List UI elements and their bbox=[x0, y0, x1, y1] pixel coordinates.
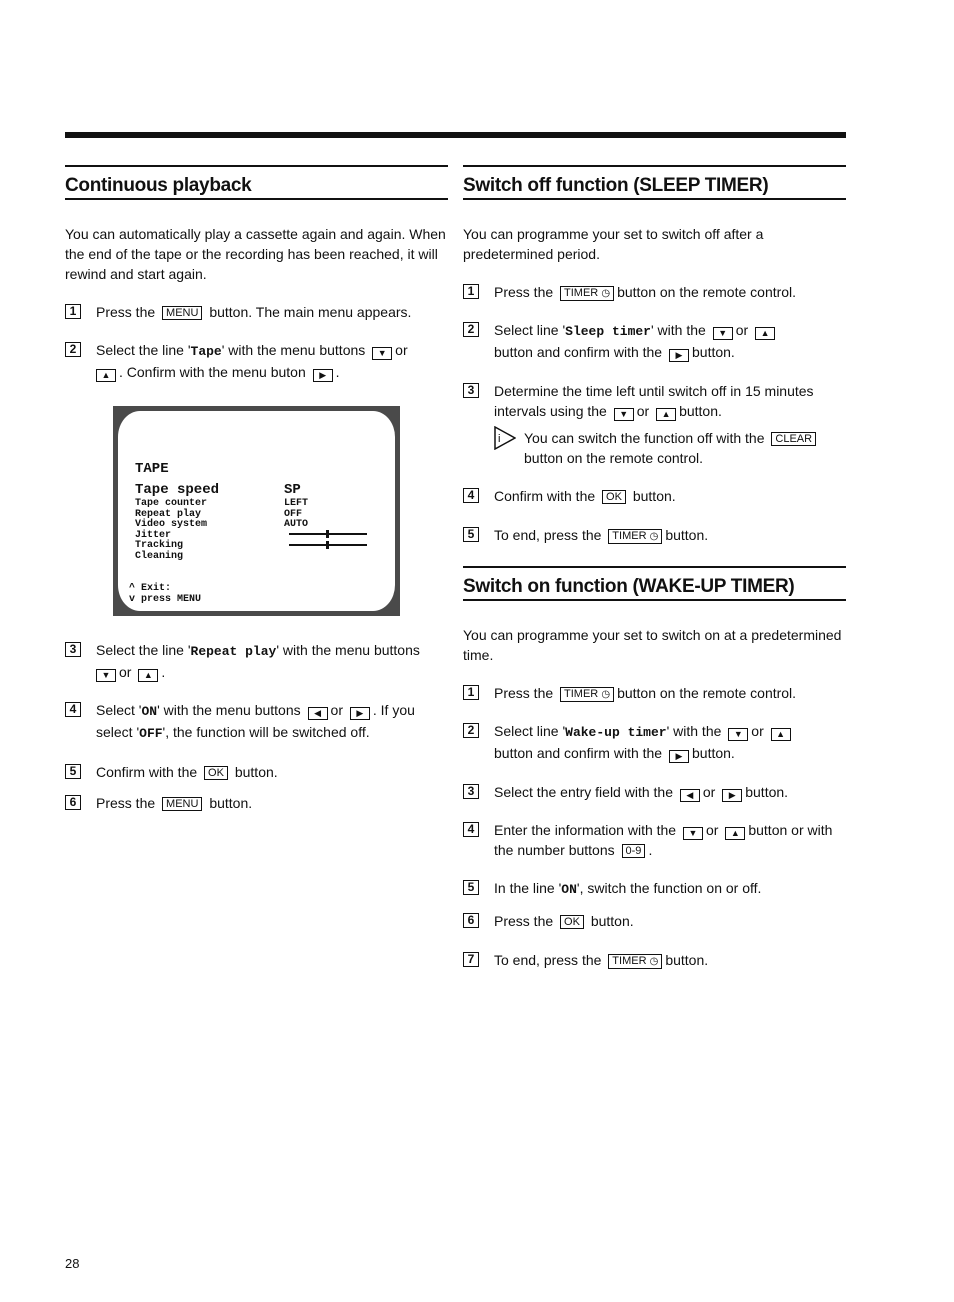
tv-item: Video system bbox=[135, 519, 208, 530]
page-number: 28 bbox=[65, 1256, 80, 1271]
step-number: 5 bbox=[463, 880, 479, 895]
tv-title: TAPE bbox=[135, 461, 169, 477]
sleep-note: i You can switch the function off with the CLEAR button on the remote control. bbox=[463, 428, 846, 468]
sleep-step-4: 4 Confirm with the OK button. bbox=[463, 486, 846, 506]
clock-icon: ◷ bbox=[601, 288, 611, 299]
menu-key: MENU bbox=[162, 797, 202, 811]
section-intro: You can programme your set to switch on at a predetermined time. bbox=[463, 627, 842, 663]
right-arrow-icon: ▶ bbox=[669, 750, 689, 763]
down-arrow-icon: ▼ bbox=[372, 347, 392, 360]
up-arrow-icon: ▲ bbox=[138, 669, 158, 682]
step-number: 2 bbox=[65, 342, 81, 357]
sleep-step-5: 5 To end, press the TIMER ◷ button. bbox=[463, 525, 846, 545]
code-text: ON bbox=[141, 704, 158, 719]
step-number: 5 bbox=[463, 527, 479, 542]
step-number: 3 bbox=[463, 784, 479, 799]
ok-key: OK bbox=[602, 490, 626, 504]
clock-icon: ◷ bbox=[649, 956, 659, 967]
wake-step-7: 7 To end, press the TIMER ◷ button. bbox=[463, 950, 846, 970]
wake-step-4: 4 Enter the information with the ▼ or ▲ button or with the number buttons 0-9 . bbox=[463, 820, 846, 860]
right-arrow-icon: ▶ bbox=[669, 349, 689, 362]
ok-key: OK bbox=[560, 915, 584, 929]
step-number: 7 bbox=[463, 952, 479, 967]
tv-value: OFF bbox=[284, 508, 303, 520]
down-arrow-icon: ▼ bbox=[728, 728, 748, 741]
step-number: 6 bbox=[65, 795, 81, 810]
section-intro: You can programme your set to switch off after a predetermined period. bbox=[463, 226, 764, 262]
tv-screen bbox=[118, 411, 395, 611]
step-number: 3 bbox=[65, 642, 81, 657]
top-rule bbox=[65, 132, 846, 138]
code-text: ON bbox=[561, 882, 577, 897]
section-title: Switch on function (WAKE-UP TIMER) bbox=[463, 566, 846, 601]
timer-key: TIMER ◷ bbox=[608, 529, 662, 544]
sleep-step-3: 3 Determine the time left until switch off in 15 minutes intervals using the ▼ or ▲ button. bbox=[463, 381, 846, 421]
clock-icon: ◷ bbox=[649, 531, 659, 542]
tv-item: Cleaning bbox=[135, 550, 184, 562]
wake-step-3: 3 Select the entry field with the ◀ or ▶ button. bbox=[463, 782, 846, 802]
clear-key: CLEAR bbox=[771, 432, 816, 446]
step-number: 5 bbox=[65, 764, 81, 779]
step-number: 4 bbox=[463, 822, 479, 837]
tv-item: Jitter bbox=[135, 529, 172, 541]
code-text: OFF bbox=[139, 726, 163, 741]
step-number: 4 bbox=[65, 702, 81, 717]
info-letter: i bbox=[498, 433, 501, 445]
step-number: 1 bbox=[65, 304, 81, 319]
sleep-step-2: 2 Select line 'Sleep timer' with the ▼ or ▲ button and confirm with the ▶ button. bbox=[463, 320, 846, 362]
up-arrow-icon: ▲ bbox=[755, 327, 775, 340]
timer-key: TIMER ◷ bbox=[560, 286, 614, 301]
up-arrow-icon: ▲ bbox=[725, 827, 745, 840]
tv-exit-hint: ^ Exit: v press MENU bbox=[129, 583, 202, 605]
clock-icon: ◷ bbox=[601, 689, 611, 700]
step-number: 4 bbox=[463, 488, 479, 503]
step-number: 1 bbox=[463, 685, 479, 700]
tv-menu-screenshot bbox=[113, 406, 400, 616]
step-number: 2 bbox=[463, 322, 479, 337]
code-text: Wake-up timer bbox=[565, 725, 667, 740]
section-title: Continuous playback bbox=[65, 165, 448, 200]
tracking-slider-knob bbox=[326, 541, 329, 549]
step-number: 3 bbox=[463, 383, 479, 398]
timer-key: TIMER ◷ bbox=[608, 954, 662, 969]
code-text: Sleep timer bbox=[565, 324, 651, 339]
code-text: Tape bbox=[190, 344, 222, 359]
up-arrow-icon: ▲ bbox=[771, 728, 791, 741]
tv-value: AUTO bbox=[284, 519, 309, 530]
right-arrow-icon: ▶ bbox=[722, 789, 742, 802]
right-arrow-icon: ▶ bbox=[350, 707, 370, 720]
tv-menu-values bbox=[284, 499, 308, 531]
tv-item: Repeat play bbox=[135, 508, 202, 520]
tracking-slider bbox=[289, 544, 367, 546]
step-number: 6 bbox=[463, 913, 479, 928]
number-keys: 0-9 bbox=[622, 844, 646, 858]
timer-key: TIMER ◷ bbox=[560, 687, 614, 702]
down-arrow-icon: ▼ bbox=[614, 408, 634, 421]
tv-menu-wrap bbox=[65, 406, 448, 616]
step-6: 6 Press the MENU button. bbox=[65, 793, 448, 813]
down-arrow-icon: ▼ bbox=[713, 327, 733, 340]
timer-sections bbox=[463, 165, 846, 970]
jitter-slider bbox=[289, 533, 367, 535]
left-arrow-icon: ◀ bbox=[680, 789, 700, 802]
jitter-slider-knob bbox=[326, 530, 329, 538]
step-number: 1 bbox=[463, 284, 479, 299]
right-arrow-icon: ▶ bbox=[313, 369, 333, 382]
info-note-icon bbox=[494, 426, 516, 450]
section-title: Switch off function (SLEEP TIMER) bbox=[463, 165, 846, 200]
step-number: 2 bbox=[463, 723, 479, 738]
wake-step-2: 2 Select line 'Wake-up timer' with the ▼ or ▲ button and confirm with the ▶ button. bbox=[463, 721, 846, 763]
exit-up-icon: ^ bbox=[129, 583, 136, 594]
step-5: 5 Confirm with the OK button. bbox=[65, 762, 448, 782]
down-arrow-icon: ▼ bbox=[96, 669, 116, 682]
code-text: Repeat play bbox=[190, 644, 277, 659]
left-arrow-icon: ◀ bbox=[308, 707, 328, 720]
wake-step-6: 6 Press the OK button. bbox=[463, 911, 846, 931]
down-arrow-icon: ▼ bbox=[683, 827, 703, 840]
continuous-playback-section bbox=[65, 165, 448, 813]
ok-key: OK bbox=[204, 766, 228, 780]
step-3: 3 Select the line 'Repeat play' with the menu buttons ▼ or ▲ . bbox=[65, 640, 448, 682]
menu-key: MENU bbox=[162, 306, 202, 320]
up-arrow-icon: ▲ bbox=[656, 408, 676, 421]
exit-down-icon: v bbox=[129, 594, 136, 605]
sleep-step-1: 1 Press the TIMER ◷ button on the remote control. bbox=[463, 282, 846, 302]
step-2: 2 Select the line 'Tape' with the menu buttons ▼ or ▲ . Confirm with the menu buton ▶ . bbox=[65, 340, 448, 382]
wake-step-1: 1 Press the TIMER ◷ button on the remote control. bbox=[463, 683, 846, 703]
step-1: 1 Press the MENU button. The main menu appears. bbox=[65, 302, 448, 322]
tv-speed-value: SP bbox=[284, 482, 301, 498]
tv-item: Tracking bbox=[135, 540, 184, 551]
tv-speed-label: Tape speed bbox=[135, 482, 220, 498]
tv-item: Tape counter bbox=[135, 498, 208, 509]
tv-value: LEFT bbox=[284, 498, 309, 509]
section-intro: You can automatically play a cassette again and again. When the end of the tape or the recording has been reached, it will rewind and start again. bbox=[65, 226, 446, 282]
up-arrow-icon: ▲ bbox=[96, 369, 116, 382]
step-4: 4 Select 'ON' with the menu buttons ◀ or ▶ . If you select 'OFF', the function will be switched off. bbox=[65, 700, 448, 744]
wake-step-5: 5 In the line 'ON', switch the function on or off. bbox=[463, 878, 846, 900]
tv-menu-items bbox=[135, 499, 207, 562]
